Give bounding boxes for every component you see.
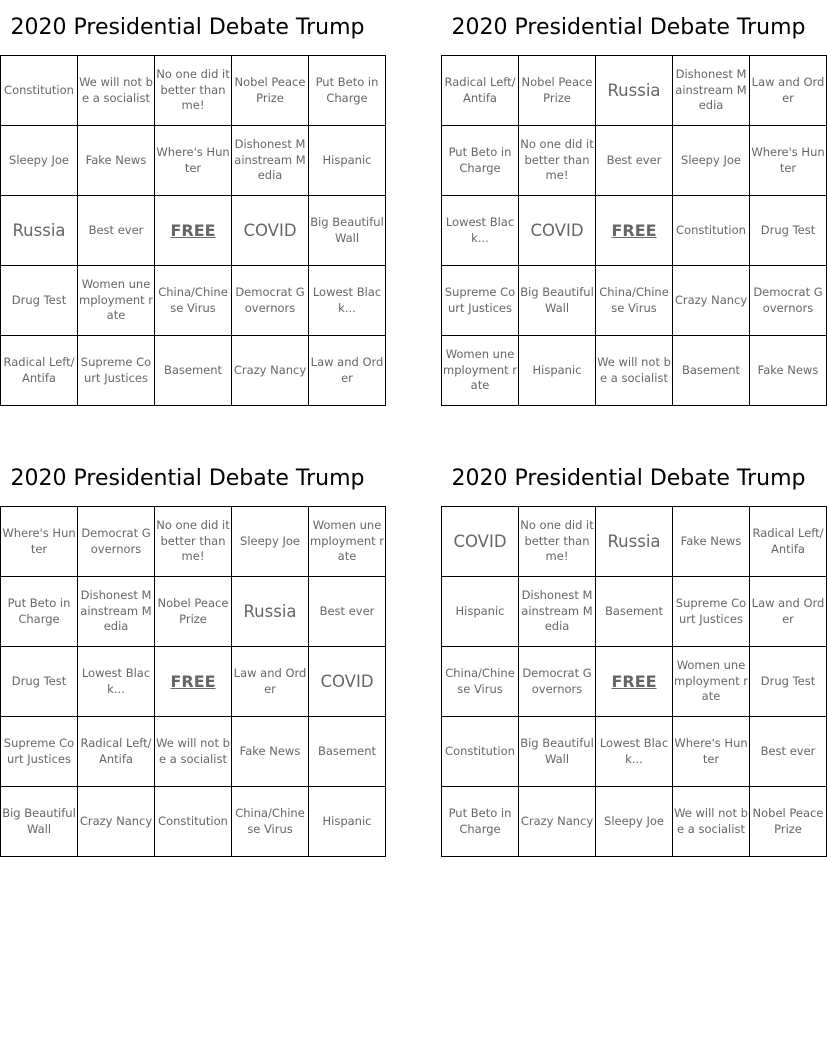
bingo-cell: Big Beautiful Wall [309,196,386,266]
bingo-cell: Russia [1,196,78,266]
bingo-grid [441,506,827,857]
bingo-cell: Put Beto in Charge [442,787,519,857]
bingo-cell: Lowest Black... [309,266,386,336]
bingo-card-3 [0,451,384,857]
bingo-cell: Women unemployment rate [442,336,519,406]
bingo-cell: No one did it better than me! [519,126,596,196]
bingo-cell: Nobel Peace Prize [750,787,827,857]
bingo-cell: We will not be a socialist [155,717,232,787]
bingo-cell: We will not be a socialist [673,787,750,857]
bingo-cell: Constitution [155,787,232,857]
bingo-cell: China/Chinese Virus [596,266,673,336]
card-title: 2020 Presidential Debate Trump [451,15,806,40]
bingo-cell: Hispanic [519,336,596,406]
bingo-cell: COVID [442,507,519,577]
bingo-cell: No one did it better than me! [519,507,596,577]
bingo-cell: Where's Hunter [750,126,827,196]
bingo-grid [0,506,386,857]
bingo-grid [0,55,386,406]
bingo-cell: No one did it better than me! [155,507,232,577]
bingo-cell: China/Chinese Virus [232,787,309,857]
bingo-cell: Put Beto in Charge [442,126,519,196]
bingo-cell: Best ever [596,126,673,196]
bingo-cell: Best ever [750,717,827,787]
bingo-cell: Put Beto in Charge [1,577,78,647]
free-space-cell: FREE [155,196,232,266]
bingo-cell: Supreme Court Justices [442,266,519,336]
bingo-cell: Fake News [673,507,750,577]
bingo-cell: China/Chinese Virus [442,647,519,717]
bingo-cell: Big Beautiful Wall [519,266,596,336]
bingo-cell: Dishonest Mainstream Media [519,577,596,647]
bingo-cell: Nobel Peace Prize [232,56,309,126]
bingo-card-4 [441,451,825,857]
bingo-cell: No one did it better than me! [155,56,232,126]
bingo-cell: Where's Hunter [1,507,78,577]
bingo-cell: China/Chinese Virus [155,266,232,336]
bingo-cell: Crazy Nancy [673,266,750,336]
bingo-cell: Put Beto in Charge [309,56,386,126]
bingo-cell: Fake News [78,126,155,196]
bingo-cell: Women unemployment rate [673,647,750,717]
bingo-cell: Constitution [1,56,78,126]
bingo-cell: Sleepy Joe [232,507,309,577]
bingo-cell: Best ever [78,196,155,266]
bingo-cell: Radical Left/Antifa [442,56,519,126]
card-title: 2020 Presidential Debate Trump [451,466,806,491]
bingo-cell: Dishonest Mainstream Media [232,126,309,196]
bingo-cell: We will not be a socialist [78,56,155,126]
bingo-cell: Hispanic [309,787,386,857]
bingo-cell: Drug Test [1,647,78,717]
bingo-cell: Supreme Court Justices [673,577,750,647]
bingo-cell: Fake News [232,717,309,787]
bingo-cell: Constitution [673,196,750,266]
bingo-cell: Lowest Black... [596,717,673,787]
bingo-cell: COVID [519,196,596,266]
bingo-cell: Fake News [750,336,827,406]
bingo-cell: Basement [309,717,386,787]
bingo-cell: COVID [232,196,309,266]
bingo-cell: Law and Order [750,577,827,647]
bingo-cell: Drug Test [750,196,827,266]
bingo-cell: Lowest Black... [78,647,155,717]
bingo-cell: Big Beautiful Wall [519,717,596,787]
card-title: 2020 Presidential Debate Trump [10,15,365,40]
bingo-cell: Law and Order [232,647,309,717]
card-title: 2020 Presidential Debate Trump [10,466,365,491]
bingo-cell: Sleepy Joe [596,787,673,857]
bingo-cell: Drug Test [750,647,827,717]
bingo-cell: Russia [596,56,673,126]
bingo-cell: Women unemployment rate [309,507,386,577]
bingo-cell: Democrat Governors [519,647,596,717]
bingo-cell: Hispanic [309,126,386,196]
bingo-cell: Democrat Governors [78,507,155,577]
bingo-cell: Supreme Court Justices [78,336,155,406]
bingo-cell: Sleepy Joe [673,126,750,196]
bingo-cell: Dishonest Mainstream Media [78,577,155,647]
bingo-cell: Basement [673,336,750,406]
bingo-cell: Women unemployment rate [78,266,155,336]
bingo-cell: Law and Order [750,56,827,126]
bingo-cell: Where's Hunter [155,126,232,196]
bingo-cell: Crazy Nancy [232,336,309,406]
bingo-cell: Constitution [442,717,519,787]
bingo-cell: Radical Left/Antifa [78,717,155,787]
bingo-cell: Hispanic [442,577,519,647]
bingo-card-1 [0,0,384,406]
bingo-cell: Democrat Governors [232,266,309,336]
bingo-card-2 [441,0,825,406]
bingo-cell: Supreme Court Justices [1,717,78,787]
bingo-cell: We will not be a socialist [596,336,673,406]
bingo-cell: Basement [596,577,673,647]
bingo-cell: Crazy Nancy [519,787,596,857]
bingo-cell: Best ever [309,577,386,647]
free-space-cell: FREE [155,647,232,717]
bingo-grid [441,55,827,406]
bingo-cell: Nobel Peace Prize [519,56,596,126]
bingo-cell: Dishonest Mainstream Media [673,56,750,126]
bingo-cell: Sleepy Joe [1,126,78,196]
bingo-cell: Big Beautiful Wall [1,787,78,857]
free-space-cell: FREE [596,647,673,717]
bingo-cell: Lowest Black... [442,196,519,266]
bingo-cell: Democrat Governors [750,266,827,336]
bingo-cell: Nobel Peace Prize [155,577,232,647]
bingo-cell: Russia [596,507,673,577]
bingo-cell: COVID [309,647,386,717]
bingo-cell: Radical Left/Antifa [750,507,827,577]
bingo-cell: Basement [155,336,232,406]
bingo-cell: Where's Hunter [673,717,750,787]
bingo-cell: Russia [232,577,309,647]
bingo-cell: Drug Test [1,266,78,336]
bingo-cell: Crazy Nancy [78,787,155,857]
free-space-cell: FREE [596,196,673,266]
bingo-cell: Radical Left/Antifa [1,336,78,406]
bingo-cell: Law and Order [309,336,386,406]
